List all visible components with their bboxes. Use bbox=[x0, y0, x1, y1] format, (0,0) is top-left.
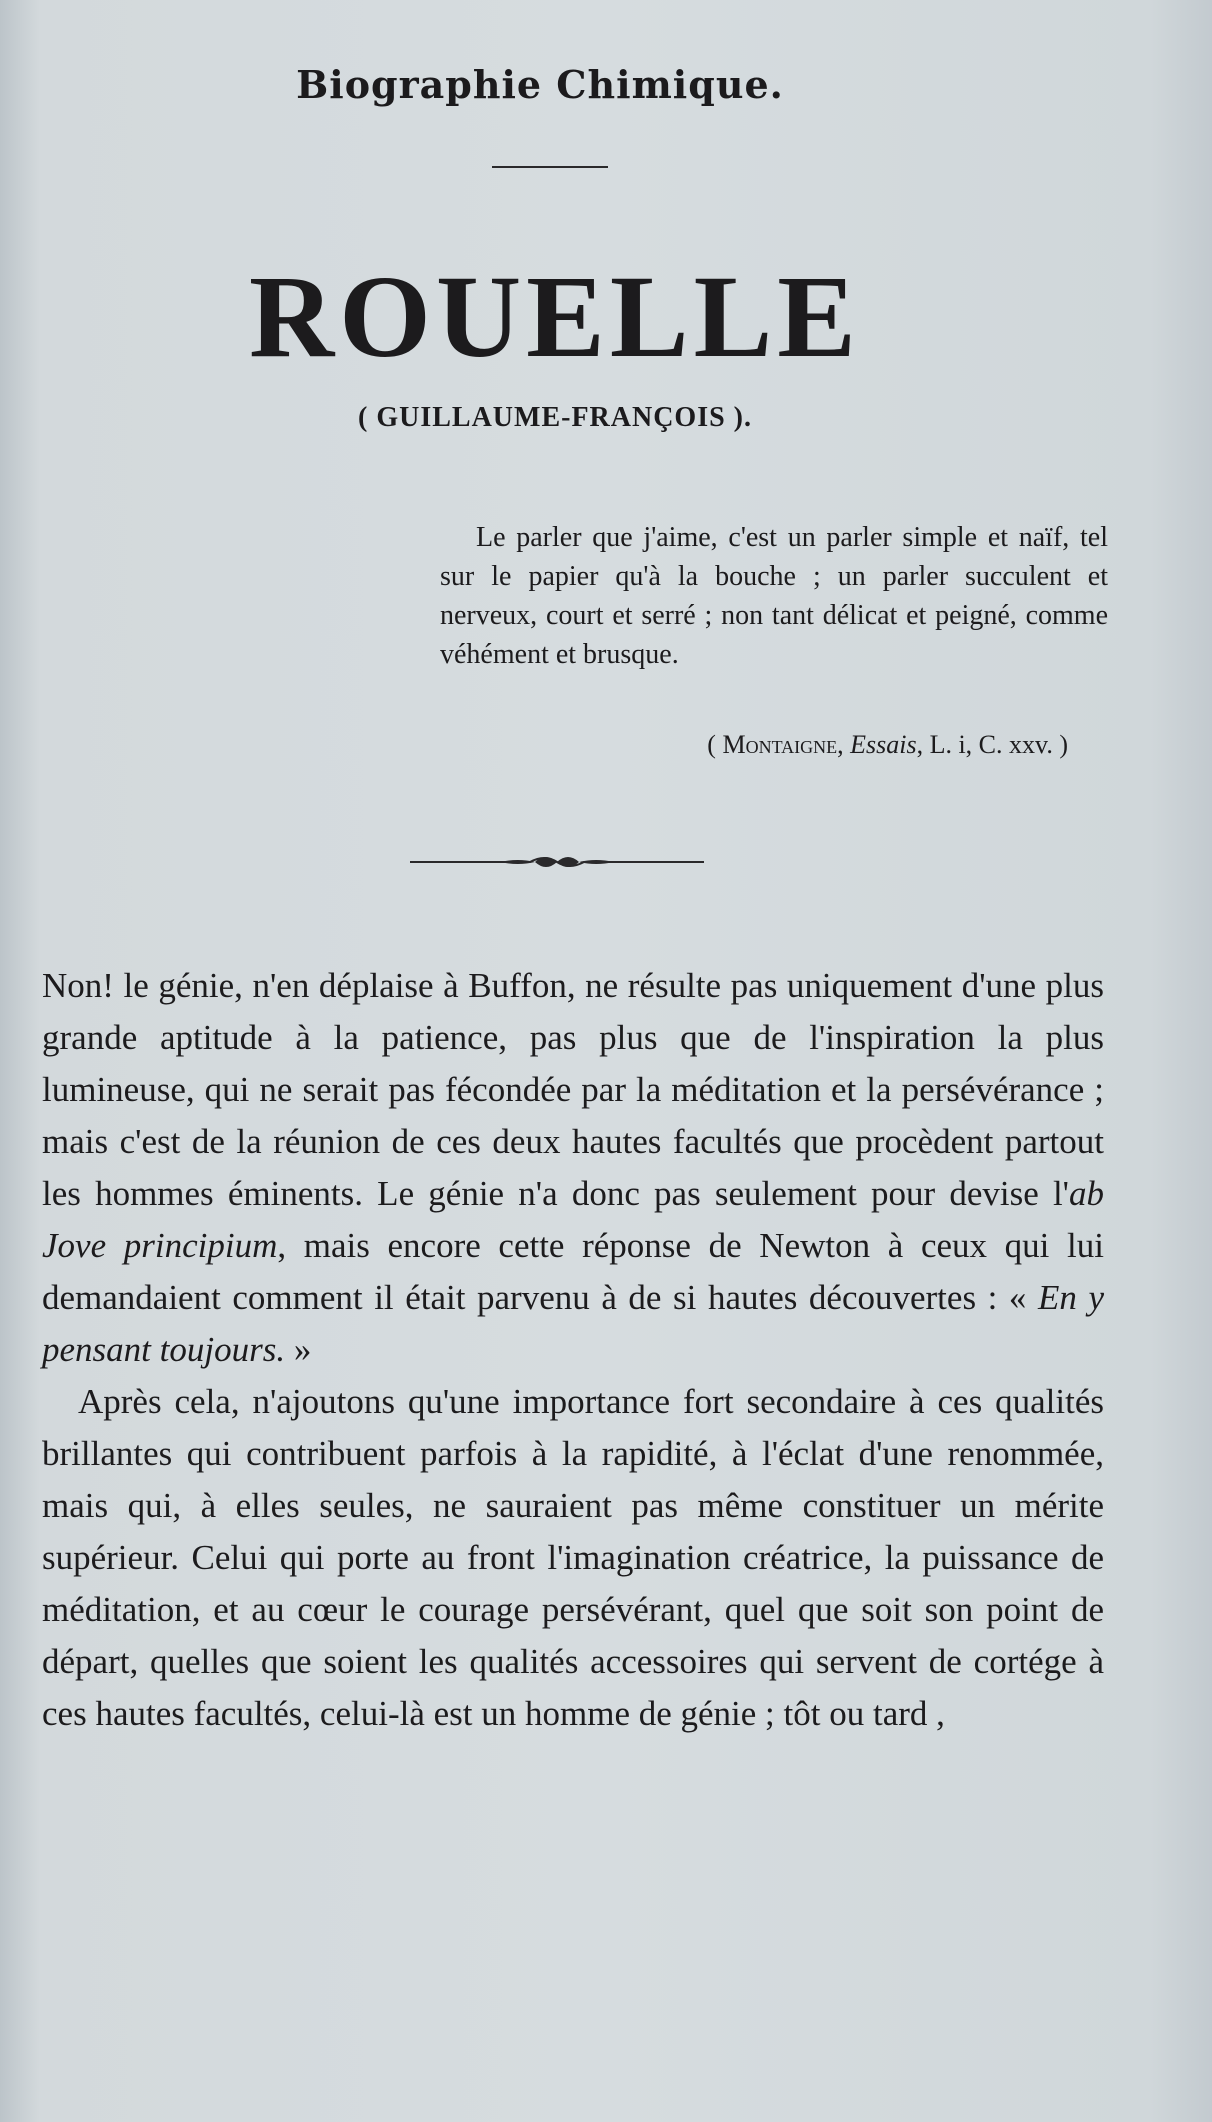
attribution-sep: , bbox=[837, 730, 851, 759]
paragraph-2: Après cela, n'ajoutons qu'une importance fort secondaire à ces qualités brillantes qui contribuent parfois à la rapidité, à l'éclat d'une renommée, mais qui, à elles seules, ne sauraient pas même constituer un mérite supérieur. Celui qui porte au front l'imagination créatrice, la puissance de méditation, et au cœur le courage persévérant, quel que soit son point de départ, quelles que soient les qualités accessoires qui servent de cortége à ces hautes facultés, celui-là est un homme de génie ; tôt ou tard , bbox=[42, 1382, 1104, 1733]
paragraph-1-part-2: , mais encore cette réponse de Newton à ceux qui lui demandaient comment il était parvenu à de si hautes découvertes : « bbox=[42, 1226, 1104, 1317]
body-text bbox=[42, 960, 1104, 1740]
subtitle: ( GUILLAUME-FRANÇOIS ). bbox=[358, 402, 752, 433]
paragraph-1 bbox=[42, 960, 1104, 1376]
ornament-divider bbox=[410, 850, 704, 874]
paragraph-1-italic-2: En y pensant toujours. bbox=[42, 1278, 1104, 1369]
attribution-ref: , L. i, C. xxv. ) bbox=[916, 730, 1068, 759]
epigraph-attribution bbox=[528, 730, 1068, 760]
page-title: ROUELLE bbox=[248, 251, 862, 382]
epigraph bbox=[440, 518, 1108, 674]
running-head: Biographie Chimique. bbox=[296, 62, 784, 107]
epigraph-text: Le parler que j'aime, c'est un parler simple et naïf, tel sur le papier qu'à la bouche ; un parler succulent et nerveux, court et serré ; non tant délicat et peigné, comme véhément et brusque. bbox=[440, 522, 1108, 670]
attribution-work: Essais bbox=[850, 730, 917, 759]
paragraph-1-italic-1: ab Jove principium bbox=[42, 1174, 1104, 1265]
paragraph-1-part-1: Non! le génie, n'en déplaise à Buffon, ne résulte pas uniquement d'une plus grande aptitude à la patience, pas plus que de l'inspiration la plus lumineuse, qui ne serait pas fécondée par la méditation et la persévérance ; mais c'est de la réunion de ces deux hautes facultés que procèdent partout les hommes éminents. Le génie n'a donc pas seulement pour devise l' bbox=[42, 966, 1104, 1213]
attribution-open: ( bbox=[707, 730, 723, 759]
paragraph-1-part-3: » bbox=[285, 1330, 312, 1369]
title-rule bbox=[492, 166, 608, 168]
attribution-author: Montaigne bbox=[722, 730, 838, 759]
